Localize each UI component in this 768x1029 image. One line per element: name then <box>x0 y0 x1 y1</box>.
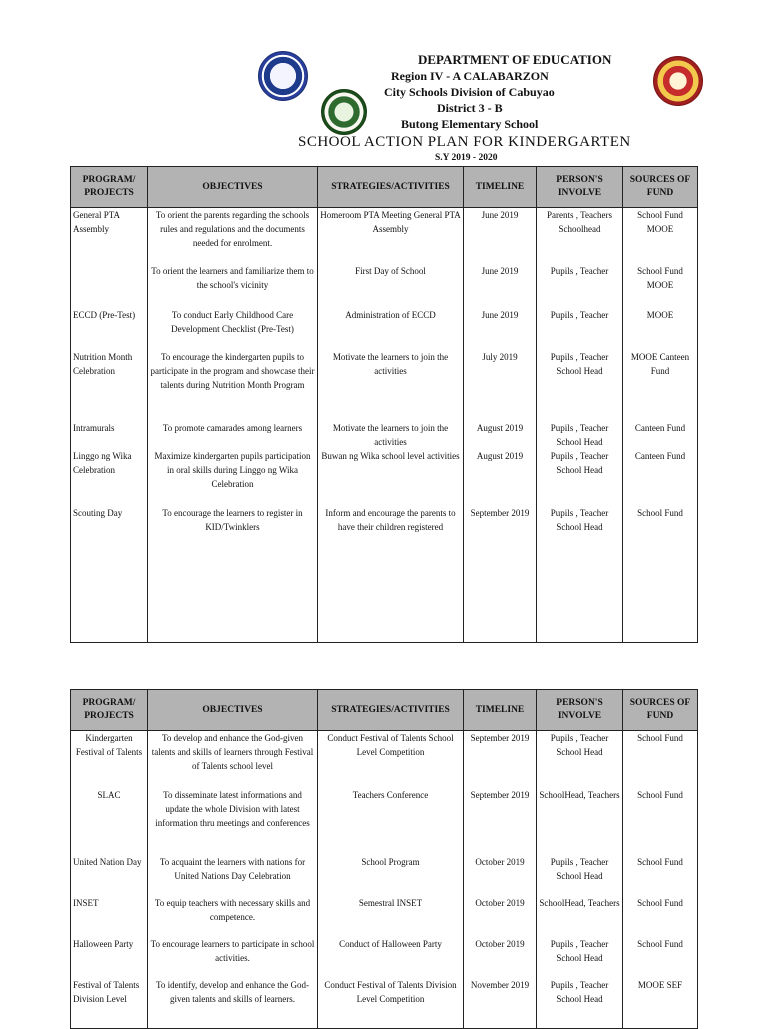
cell-fund: School Fund <box>623 855 698 896</box>
cell-fund: School Fund <box>623 937 698 978</box>
cell-timeline: September 2019 <box>464 788 537 855</box>
table-row <box>71 264 698 308</box>
empty-row <box>71 630 698 643</box>
deped-seal-logo <box>258 51 308 101</box>
cell-timeline: June 2019 <box>464 208 537 265</box>
cell-timeline: June 2019 <box>464 308 537 350</box>
cell-persons: Pupils , Teacher School Head <box>537 855 623 896</box>
cell-fund: School Fund <box>623 506 698 534</box>
cell-strategy: Conduct Festival of Talents Division Level Competition <box>318 978 464 1029</box>
cell-strategy: Motivate the learners to join the activities <box>318 421 464 449</box>
table-row <box>71 937 698 978</box>
table-row <box>71 731 698 789</box>
col-header-timeline: TIMELINE <box>464 167 537 208</box>
cell-fund: School Fund <box>623 896 698 937</box>
empty-cell <box>318 630 464 643</box>
cell-fund: MOOE Canteen Fund <box>623 350 698 421</box>
cell-persons: Pupils , Teacher School Head <box>537 937 623 978</box>
cell-objective: To encourage the learners to register in KID/Twinklers <box>148 506 318 534</box>
cell-timeline: September 2019 <box>464 731 537 789</box>
cell-persons: SchoolHead, Teachers <box>537 788 623 855</box>
cell-program: SLAC <box>71 788 148 855</box>
cell-program: United Nation Day <box>71 855 148 896</box>
cell-objective: To acquaint the learners with nations for United Nations Day Celebration <box>148 855 318 896</box>
table-header-row <box>71 167 698 208</box>
cell-objective: To orient the learners and familiarize them to the school's vicinity <box>148 264 318 308</box>
empty-row <box>71 534 698 630</box>
cell-timeline: August 2019 <box>464 449 537 506</box>
action-plan-table-1 <box>70 166 698 643</box>
empty-cell <box>318 534 464 630</box>
empty-cell <box>148 534 318 630</box>
empty-cell <box>71 630 148 643</box>
table-row <box>71 896 698 937</box>
division-line: City Schools Division of Cabuyao <box>384 85 555 99</box>
col-header-objectives: OBJECTIVES <box>148 690 318 731</box>
table-row <box>71 506 698 534</box>
cell-persons: Pupils , Teacher School Head <box>537 978 623 1029</box>
cell-strategy: Conduct of Halloween Party <box>318 937 464 978</box>
col-header-program: PROGRAM/ PROJECTS <box>71 167 148 208</box>
school-seal-logo <box>321 89 367 135</box>
cell-strategy: First Day of School <box>318 264 464 308</box>
district-line: District 3 - B <box>437 101 503 115</box>
table-row <box>71 788 698 855</box>
table-row <box>71 855 698 896</box>
empty-cell <box>148 630 318 643</box>
cell-program: ECCD (Pre-Test) <box>71 308 148 350</box>
cell-program: General PTA Assembly <box>71 208 148 265</box>
table-row <box>71 350 698 421</box>
cell-objective: To develop and enhance the God-given talents and skills of learners through Festival of Talents school level <box>148 731 318 789</box>
col-header-objectives: OBJECTIVES <box>148 167 318 208</box>
cell-timeline: October 2019 <box>464 896 537 937</box>
department-title: DEPARTMENT OF EDUCATION <box>418 52 612 67</box>
division-seal-logo <box>653 56 703 106</box>
cell-program: Scouting Day <box>71 506 148 534</box>
cell-strategy: Inform and encourage the parents to have their children registered <box>318 506 464 534</box>
cell-persons: Pupils , Teacher School Head <box>537 350 623 421</box>
cell-strategy: Homeroom PTA Meeting General PTA Assembly <box>318 208 464 265</box>
table-row <box>71 421 698 449</box>
cell-fund: School Fund MOOE <box>623 264 698 308</box>
cell-persons: Pupils , Teacher School Head <box>537 731 623 789</box>
cell-fund: Canteen Fund <box>623 449 698 506</box>
table-row <box>71 208 698 265</box>
cell-objective: To encourage the kindergarten pupils to participate in the program and showcase their talents during Nutrition Month Program <box>148 350 318 421</box>
cell-persons: Pupils , Teacher <box>537 264 623 308</box>
cell-objective: To promote camarades among learners <box>148 421 318 449</box>
table-row <box>71 308 698 350</box>
empty-cell <box>623 630 698 643</box>
cell-timeline: November 2019 <box>464 978 537 1029</box>
cell-strategy: Motivate the learners to join the activities <box>318 350 464 421</box>
cell-objective: Maximize kindergarten pupils participation in oral skills during Linggo ng Wika Celebration <box>148 449 318 506</box>
cell-persons: Pupils , Teacher School Head <box>537 449 623 506</box>
cell-program: Kindergarten Festival of Talents <box>71 731 148 789</box>
cell-program: Linggo ng Wika Celebration <box>71 449 148 506</box>
empty-cell <box>464 534 537 630</box>
col-header-strategies: STRATEGIES/ACTIVITIES <box>318 690 464 731</box>
col-header-strategies: STRATEGIES/ACTIVITIES <box>318 167 464 208</box>
cell-program: Festival of Talents Division Level <box>71 978 148 1029</box>
cell-strategy: School Program <box>318 855 464 896</box>
cell-program: INSET <box>71 896 148 937</box>
cell-fund: MOOE SEF <box>623 978 698 1029</box>
table-header-row <box>71 690 698 731</box>
school-year: S.Y 2019 - 2020 <box>435 153 498 163</box>
school-name: Butong Elementary School <box>401 117 539 131</box>
cell-program: Intramurals <box>71 421 148 449</box>
cell-strategy: Administration of ECCD <box>318 308 464 350</box>
col-header-program: PROGRAM/ PROJECTS <box>71 690 148 731</box>
cell-objective: To disseminate latest informations and update the whole Division with latest information thru meetings and conferences <box>148 788 318 855</box>
cell-objective: To equip teachers with necessary skills and competence. <box>148 896 318 937</box>
cell-timeline: June 2019 <box>464 264 537 308</box>
cell-objective: To identify, develop and enhance the God-given talents and skills of learners. <box>148 978 318 1029</box>
cell-objective: To orient the parents regarding the schools rules and regulations and the documents needed for enrolment. <box>148 208 318 265</box>
cell-program: Nutrition Month Celebration <box>71 350 148 421</box>
cell-persons: Pupils , Teacher School Head <box>537 506 623 534</box>
cell-persons: Parents , Teachers Schoolhead <box>537 208 623 265</box>
col-header-sources: SOURCES OF FUND <box>623 167 698 208</box>
cell-objective: To encourage learners to participate in school activities. <box>148 937 318 978</box>
cell-timeline: October 2019 <box>464 855 537 896</box>
empty-cell <box>71 534 148 630</box>
col-header-persons: PERSON'S INVOLVE <box>537 690 623 731</box>
cell-timeline: October 2019 <box>464 937 537 978</box>
region-line: Region IV - A CALABARZON <box>391 69 549 83</box>
cell-fund: Canteen Fund <box>623 421 698 449</box>
table-row <box>71 449 698 506</box>
cell-fund: MOOE <box>623 308 698 350</box>
col-header-persons: PERSON'S INVOLVE <box>537 167 623 208</box>
col-header-sources: SOURCES OF FUND <box>623 690 698 731</box>
cell-persons: Pupils , Teacher School Head <box>537 421 623 449</box>
cell-strategy: Teachers Conference <box>318 788 464 855</box>
cell-program: Halloween Party <box>71 937 148 978</box>
cell-objective: To conduct Early Childhood Care Development Checklist (Pre-Test) <box>148 308 318 350</box>
cell-timeline: August 2019 <box>464 421 537 449</box>
table-row <box>71 978 698 1029</box>
action-plan-table-2 <box>70 689 698 1029</box>
cell-strategy: Buwan ng Wika school level activities <box>318 449 464 506</box>
empty-cell <box>464 630 537 643</box>
col-header-timeline: TIMELINE <box>464 690 537 731</box>
cell-fund: School Fund <box>623 731 698 789</box>
empty-cell <box>623 534 698 630</box>
empty-cell <box>537 630 623 643</box>
cell-persons: SchoolHead, Teachers <box>537 896 623 937</box>
cell-program <box>71 264 148 308</box>
empty-cell <box>537 534 623 630</box>
plan-title: SCHOOL ACTION PLAN FOR KINDERGARTEN <box>298 134 631 150</box>
cell-timeline: September 2019 <box>464 506 537 534</box>
cell-strategy: Semestral INSET <box>318 896 464 937</box>
cell-persons: Pupils , Teacher <box>537 308 623 350</box>
cell-fund: School Fund MOOE <box>623 208 698 265</box>
cell-fund: School Fund <box>623 788 698 855</box>
cell-strategy: Conduct Festival of Talents School Level Competition <box>318 731 464 789</box>
cell-timeline: July 2019 <box>464 350 537 421</box>
